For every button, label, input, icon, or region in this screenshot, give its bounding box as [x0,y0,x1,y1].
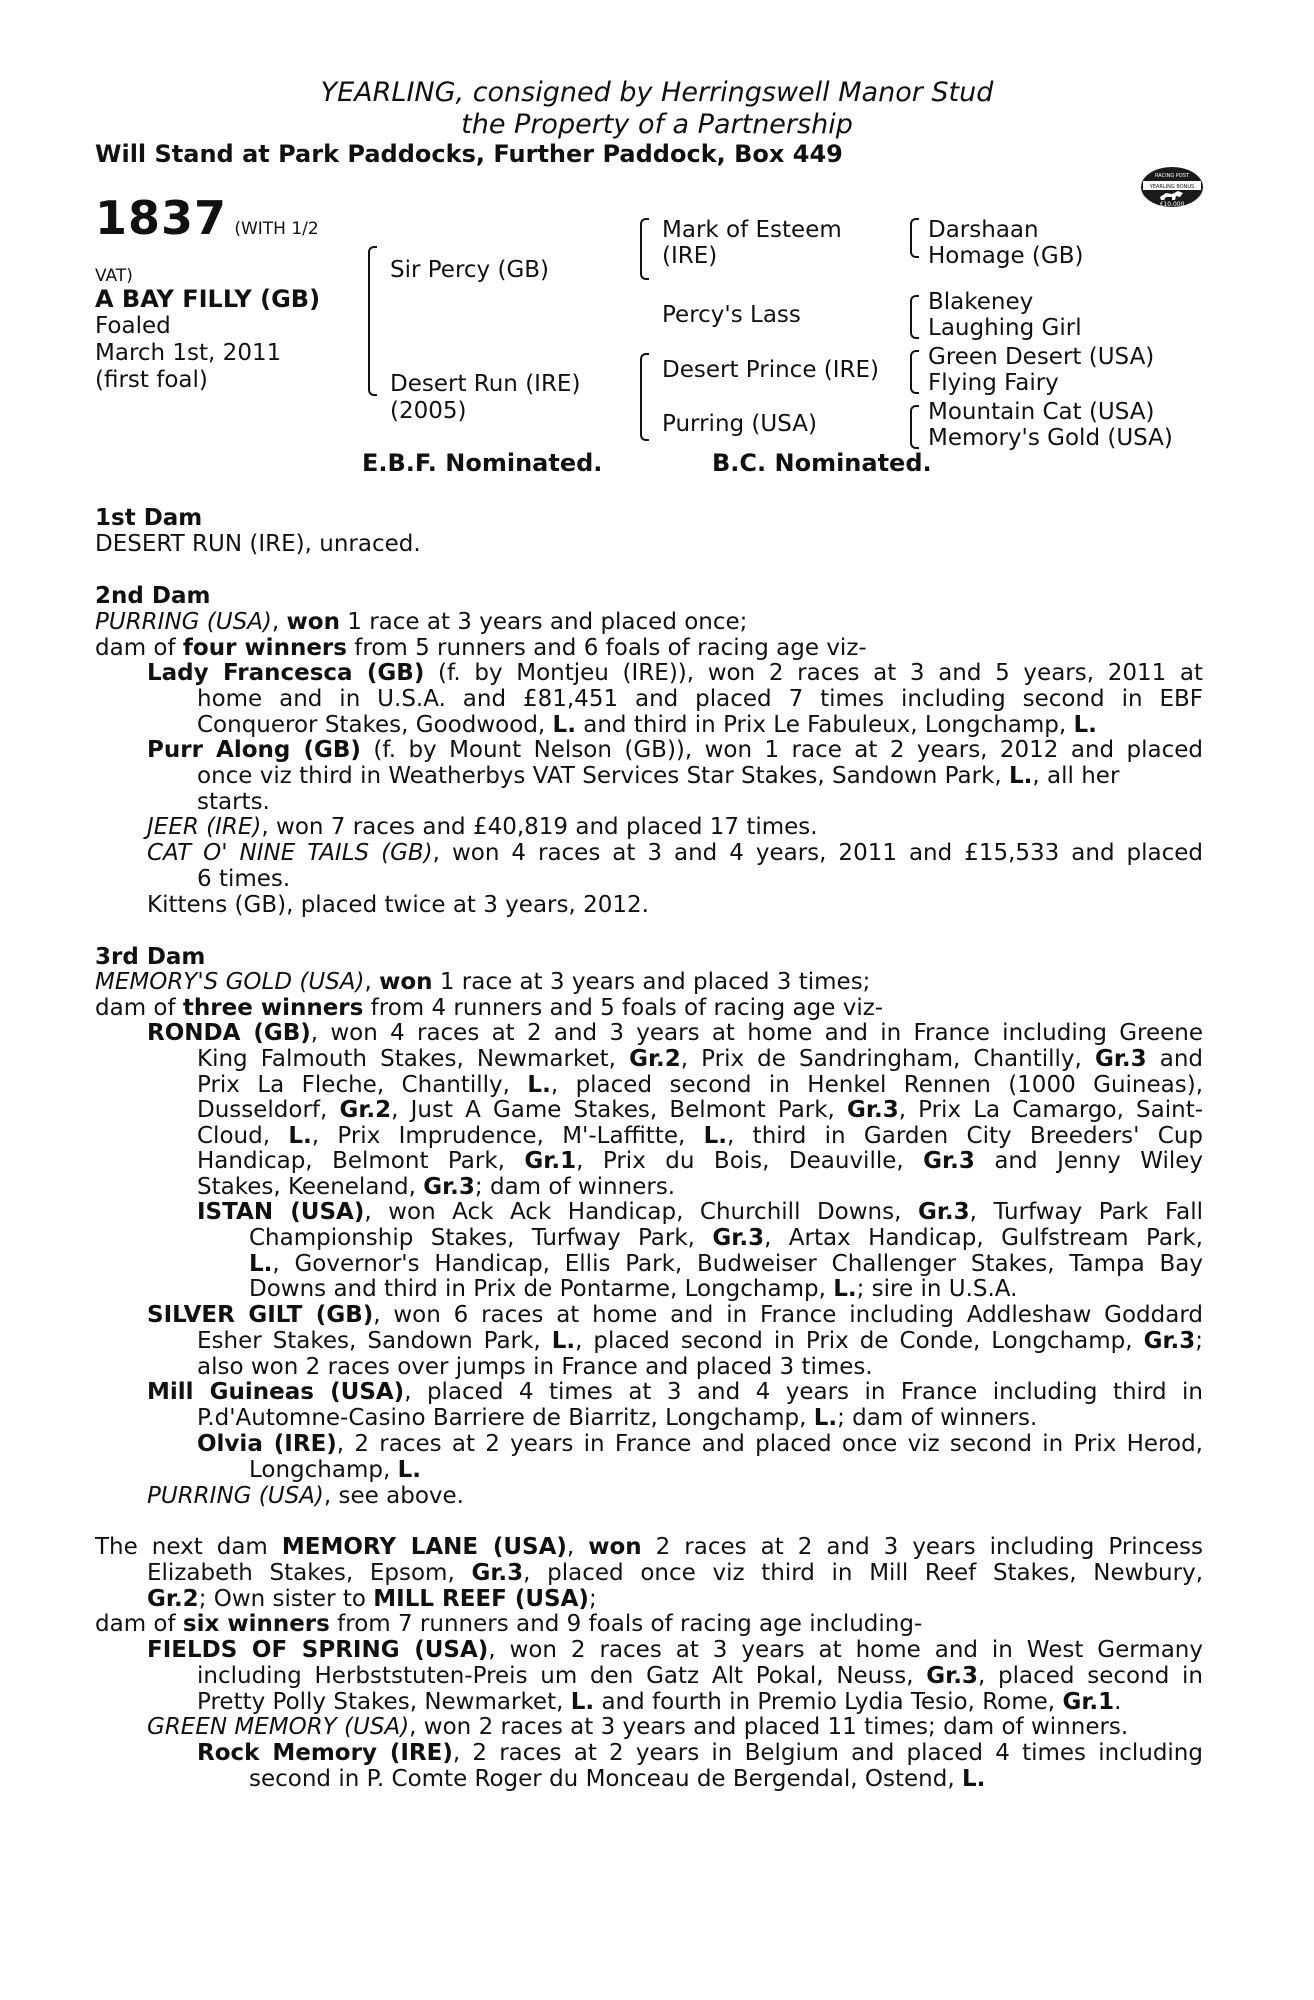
progeny-line: starts. [197,788,270,815]
progeny-lady-francesca [147,661,1203,687]
progeny-green-memory [147,1715,1203,1741]
second-dam-winners: four winners [182,634,347,661]
second-dam-won: won [286,609,340,635]
third-dam-damof: dam of [95,994,176,1021]
progeny-fields-of-spring-cont: including Herbststuten-Preis um den Gatz Alt Pokal, Neuss, Gr.3, placed second in Pretty Polly Stakes, Newmarket, L. and fourth in Premio Lydia Tesio, Rome, Gr.1. [197,1663,1204,1715]
listed-mark: L. [527,1071,551,1098]
ped-dam-sire: Desert Prince (IRE) [662,357,880,383]
next-dam-winners: six winners [182,1611,330,1637]
progeny-line: , won 4 races at 3 and 4 years, 2011 and £15,533 and placed [432,840,1204,866]
progeny-istan-cont [249,1226,1203,1303]
lot-note: (first foal) [95,367,208,393]
progeny-line: ; dam of winners. [837,1405,1038,1431]
bracket-ss-parents [910,218,919,258]
listed-mark: L. [397,1457,422,1483]
progeny-line: ; [1195,1328,1204,1354]
ped-sire: Sir Percy (GB) [390,257,550,283]
listed-mark: L. [552,711,576,738]
progeny-name: JEER (IRE) [147,814,262,840]
progeny-line: , placed second in Prix de Conde, Longchamp, [575,1328,1133,1354]
progeny-line: 6 times. [197,866,291,892]
progeny-rock-memory [197,1741,1203,1767]
progeny-line: Stakes, Keeneland, [197,1173,416,1200]
lot-vat-b: VAT) [95,266,133,286]
header-consignor: YEARLING, consigned by Herringswell Manor Stud [320,77,994,108]
progeny-rock-memory-cont [249,1767,1203,1793]
next-dam-runners: from 7 runners and 9 foals of racing age including- [337,1611,923,1637]
progeny-line: , won Ack Ack Handicap, Churchill Downs, [364,1199,902,1225]
next-dam-damof [95,1612,1203,1638]
listed-mark: L. [1073,711,1097,738]
lot-number: 1837 [95,191,228,245]
ped-ssd: Homage (GB) [928,243,1084,269]
ped-dam-dam: Purring (USA) [662,411,817,437]
first-dam-text: DESERT RUN (IRE), unraced. [95,531,421,557]
progeny-line: Cloud, [197,1122,271,1149]
progeny-purr-along [147,738,1203,764]
progeny-line: , Prix du Bois, Deauville, [576,1148,904,1175]
progeny-line: and third in Prix Le Fabuleux, Longchamp, [583,711,1067,738]
progeny-line: , Prix La Camargo, Saint- [898,1097,1204,1124]
group1-mark: Gr.1 [1062,1688,1115,1715]
third-dam-runners: from 4 runners and 5 foals of racing age viz- [370,994,884,1021]
progeny-line: , Artax Handicap, Gulfstream Park, [764,1225,1203,1251]
yearling-bonus-badge [1140,166,1204,208]
progeny-name: RONDA (GB) [147,1020,311,1046]
listed-mark: L. [833,1276,857,1303]
second-dam-damof: dam of [95,634,176,661]
bracket-sire-parents [640,218,649,280]
progeny-line: once viz third in Weatherbys VAT Services Star Stakes, Sandown Park, [197,763,1002,789]
badge-amount-text: £10,000 [1159,201,1185,208]
progeny-line: Conqueror Stakes, Goodwood, [197,711,546,738]
progeny-line: Elizabeth Stakes, Epsom, [147,1560,455,1586]
next-dam-won: won [588,1534,642,1560]
bracket-dam-parents [640,353,649,441]
lot-foaled: Foaled [95,313,171,339]
ped-sdd: Laughing Girl [928,315,1082,341]
progeny-line: second in P. Comte Roger du Monceau de Bergendal, Ostend, [249,1766,955,1792]
progeny-olvia-cont [249,1458,1203,1484]
progeny-line: , third in Garden City Breeders' Cup [727,1122,1204,1149]
progeny-line: , placed second in Henkel Rennen (1000 Guineas), [550,1071,1204,1098]
next-dam-name: MEMORY LANE (USA) [281,1534,567,1560]
progeny-line: Championship Stakes, Turfway Park, [249,1225,695,1251]
group2-mark: Gr.2 [147,1585,199,1612]
ped-dam-year: (2005) [390,398,467,424]
progeny-istan [197,1200,1203,1226]
progeny-cat-o-nine-tails [147,841,1203,867]
second-dam-runners: from 5 runners and 6 foals of racing age viz- [354,634,867,661]
progeny-line: Dusseldorf, [197,1097,328,1124]
second-dam-record: 1 race at 3 years and placed once; [347,609,748,635]
progeny-line: , placed second in [977,1663,1204,1689]
progeny-line: Downs and third in Prix de Pontarme, Longchamp, [249,1276,826,1303]
group1-mark: Gr.1 [524,1148,577,1175]
progeny-line: Longchamp, [249,1457,391,1483]
progeny-line: , won 6 races at home and in France including Addleshaw Goddard [373,1302,1203,1328]
progeny-line: , won 7 races and £40,819 and placed 17 times. [261,814,818,840]
progeny-line: and fourth in Premio Lydia Tesio, Rome, [601,1688,1056,1715]
progeny-line: , won 4 races at 2 and 3 years at home and in France including Greene [310,1020,1203,1046]
progeny-line: (f. by Montjeu (IRE)), won 2 races at 3 and 5 years, 2011 at [438,660,1204,686]
second-dam-intro: PURRING (USA), won 1 race at 3 years and placed once; dam of four winners from 5 runners and 6 foals of racing age viz- [95,609,867,661]
progeny-kittens: Kittens (GB), placed twice at 3 years, 2012. [147,892,649,918]
progeny-line: (f. by Mount Nelson (GB)), won 1 race at 2 years, 2012 and placed [373,737,1204,763]
ped-ddd: Memory's Gold (USA) [928,425,1173,451]
next-dam-intro: The next dam MEMORY LANE (USA), won 2 races at 2 and 3 years including Princess [95,1534,1204,1560]
next-dam-lead: The next dam [95,1534,268,1560]
lot-date: March 1st, 2011 [95,340,282,366]
progeny-line: , won 2 races at 3 years at home and in West Germany [488,1637,1203,1663]
ped-dds: Mountain Cat (USA) [928,399,1155,425]
progeny-mill-guineas-cont [197,1406,1203,1432]
progeny-line: , placed 4 times at 3 and 4 years in France including third in [404,1379,1203,1405]
progeny-line: ; Own sister to [198,1585,366,1612]
progeny-name: FIELDS OF SPRING (USA) [147,1637,489,1663]
progeny-name: Mill Guineas (USA) [147,1379,405,1405]
listed-mark: L. [570,1688,595,1715]
progeny-line: Pretty Polly Stakes, Newmarket, [197,1688,564,1715]
group2-mark: Gr.2 [629,1046,681,1072]
bracket-dd-parents [910,405,919,449]
progeny-line: and [1159,1046,1204,1072]
bc-nominated: B.C. Nominated. [712,449,932,477]
group3-mark: Gr.3 [923,1148,975,1175]
progeny-name: CAT O' NINE TAILS (GB) [147,840,433,866]
progeny-line: , placed once viz third in Mill Reef Stakes, Newbury, [523,1560,1204,1586]
progeny-mill-guineas [147,1380,1203,1406]
second-dam-heading: 2nd Dam [95,583,211,609]
progeny-name: ISTAN (USA) [197,1199,365,1225]
progeny-name: Rock Memory (IRE) [197,1740,453,1766]
group3-mark: Gr.3 [471,1560,524,1586]
progeny-silver-gilt-cont [197,1329,1203,1380]
listed-mark: L. [813,1405,838,1431]
progeny-olvia [197,1432,1203,1458]
listed-mark: L. [249,1250,273,1277]
bracket-sd-parents [910,295,919,339]
progeny-name: Purr Along (GB) [147,737,361,763]
third-dam-heading: 3rd Dam [95,944,206,970]
progeny-line: Prix La Fleche, Chantilly, [197,1071,510,1098]
progeny-name: GREEN MEMORY (USA) [147,1714,410,1740]
progeny-line: , Prix Imprudence, M'-Laffitte, [311,1122,686,1149]
progeny-fields-of-spring [147,1638,1203,1664]
first-dam-heading: 1st Dam [95,505,203,531]
progeny-name: PURRING (USA) [147,1483,324,1509]
group3-mark: Gr.3 [1094,1046,1147,1072]
sibling-name: MILL REEF (USA) [373,1585,589,1612]
progeny-ronda-cont [197,1047,1203,1201]
next-dam-damof-a: dam of [95,1611,176,1637]
progeny-line: also won 2 races over jumps in France and placed 3 times. [197,1353,873,1380]
third-dam-record: 1 race at 3 years and placed 3 times; [439,969,871,995]
header-stand: Will Stand at Park Paddocks, Further Paddock, Box 449 [95,140,843,168]
ped-sss: Darshaan [928,217,1039,243]
progeny-purr-along-cont [197,764,1203,815]
badge-mid-text: YEARLING BONUS [1149,184,1195,190]
second-dam-name: PURRING (USA) [95,609,272,635]
progeny-line: , see above. [323,1483,464,1509]
group2-mark: Gr.2 [339,1097,392,1124]
progeny-jeer [147,815,1203,841]
ped-sire-sire: Mark of Esteem [662,217,842,243]
header-property: the Property of a Partnership [461,109,853,140]
progeny-line: , 2 races at 2 years in France and placed once viz second in Prix Herod, [336,1431,1203,1457]
progeny-line: ; dam of winners. [474,1173,676,1200]
bracket-ds-parents [910,350,919,394]
progeny-name: SILVER GILT (GB) [147,1302,374,1328]
progeny-name: Lady Francesca (GB) [147,660,425,686]
progeny-lady-francesca-cont [197,687,1203,738]
third-dam-winners: three winners [182,994,364,1021]
ped-sds: Blakeney [928,289,1034,315]
listed-mark: L. [288,1122,312,1149]
progeny-line: , won 2 races at 3 years and placed 11 times; dam of winners. [409,1714,1129,1740]
third-dam-name: MEMORY'S GOLD (USA) [95,969,365,995]
progeny-line: Esher Stakes, Sandown Park, [197,1328,541,1354]
progeny-line: , all her [1032,763,1120,789]
progeny-line: , Turfway Park Fall [969,1199,1203,1225]
ped-sire-sire-2: (IRE) [662,243,718,269]
ebf-nominated: E.B.F. Nominated. [362,449,603,477]
group3-mark: Gr.3 [712,1225,765,1251]
group3-mark: Gr.3 [917,1199,970,1225]
group3-mark: Gr.3 [847,1097,899,1124]
progeny-name: Olvia (IRE) [197,1431,337,1457]
progeny-line: 2 races at 2 and 3 years including Princess [655,1534,1204,1560]
progeny-line: including Herbststuten-Preis um den Gatz Alt Pokal, Neuss, [197,1663,914,1689]
group3-mark: Gr.3 [1143,1328,1196,1354]
badge-top-text: RACING POST [1155,173,1189,179]
progeny-ronda [147,1021,1203,1047]
progeny-line: , Governor's Handicap, Ellis Park, Budweiser Challenger Stakes, Tampa Bay [272,1250,1203,1277]
progeny-line: home and in U.S.A. and £81,451 and placed 7 times including second in EBF [197,686,1203,712]
progeny-line: ; [588,1585,597,1612]
listed-mark: L. [703,1122,728,1149]
progeny-line: ; sire in U.S.A. [856,1276,1018,1303]
progeny-silver-gilt [147,1303,1203,1329]
ped-dss: Green Desert (USA) [928,344,1155,370]
progeny-line: King Falmouth Stakes, Newmarket, [197,1046,616,1072]
bracket-sire-dam [368,246,377,396]
progeny-line: , Just A Game Stakes, Belmont Park, [391,1097,835,1124]
next-dam-cont [147,1561,1203,1612]
listed-mark: L. [961,1766,986,1792]
listed-mark: L. [1009,763,1033,789]
third-dam-won: won [379,969,433,995]
ped-sire-dam: Percy's Lass [662,302,801,328]
group3-mark: Gr.3 [926,1663,978,1689]
ped-dsd: Flying Fairy [928,370,1059,396]
lot-heading [95,191,319,245]
listed-mark: L. [551,1328,576,1354]
progeny-line: Handicap, Belmont Park, [197,1148,505,1175]
third-dam-intro: MEMORY'S GOLD (USA), won 1 race at 3 years and placed 3 times; dam of three winners from 4 runners and 5 foals of racing age viz- [95,969,884,1021]
progeny-line: , Prix de Sandringham, Chantilly, [680,1046,1082,1072]
progeny-purring-ref [147,1484,1203,1510]
progeny-line: , 2 races at 2 years in Belgium and placed 4 times including [452,1740,1203,1766]
ped-dam: Desert Run (IRE) [390,371,581,397]
lot-name: A BAY FILLY (GB) [95,285,321,313]
progeny-line: P.d'Automne-Casino Barriere de Biarritz, Longchamp, [197,1405,807,1431]
progeny-line: and Jenny Wiley [994,1148,1204,1175]
lot-vat-a: (WITH 1/2 [234,219,319,239]
group3-mark: Gr.3 [423,1173,475,1200]
